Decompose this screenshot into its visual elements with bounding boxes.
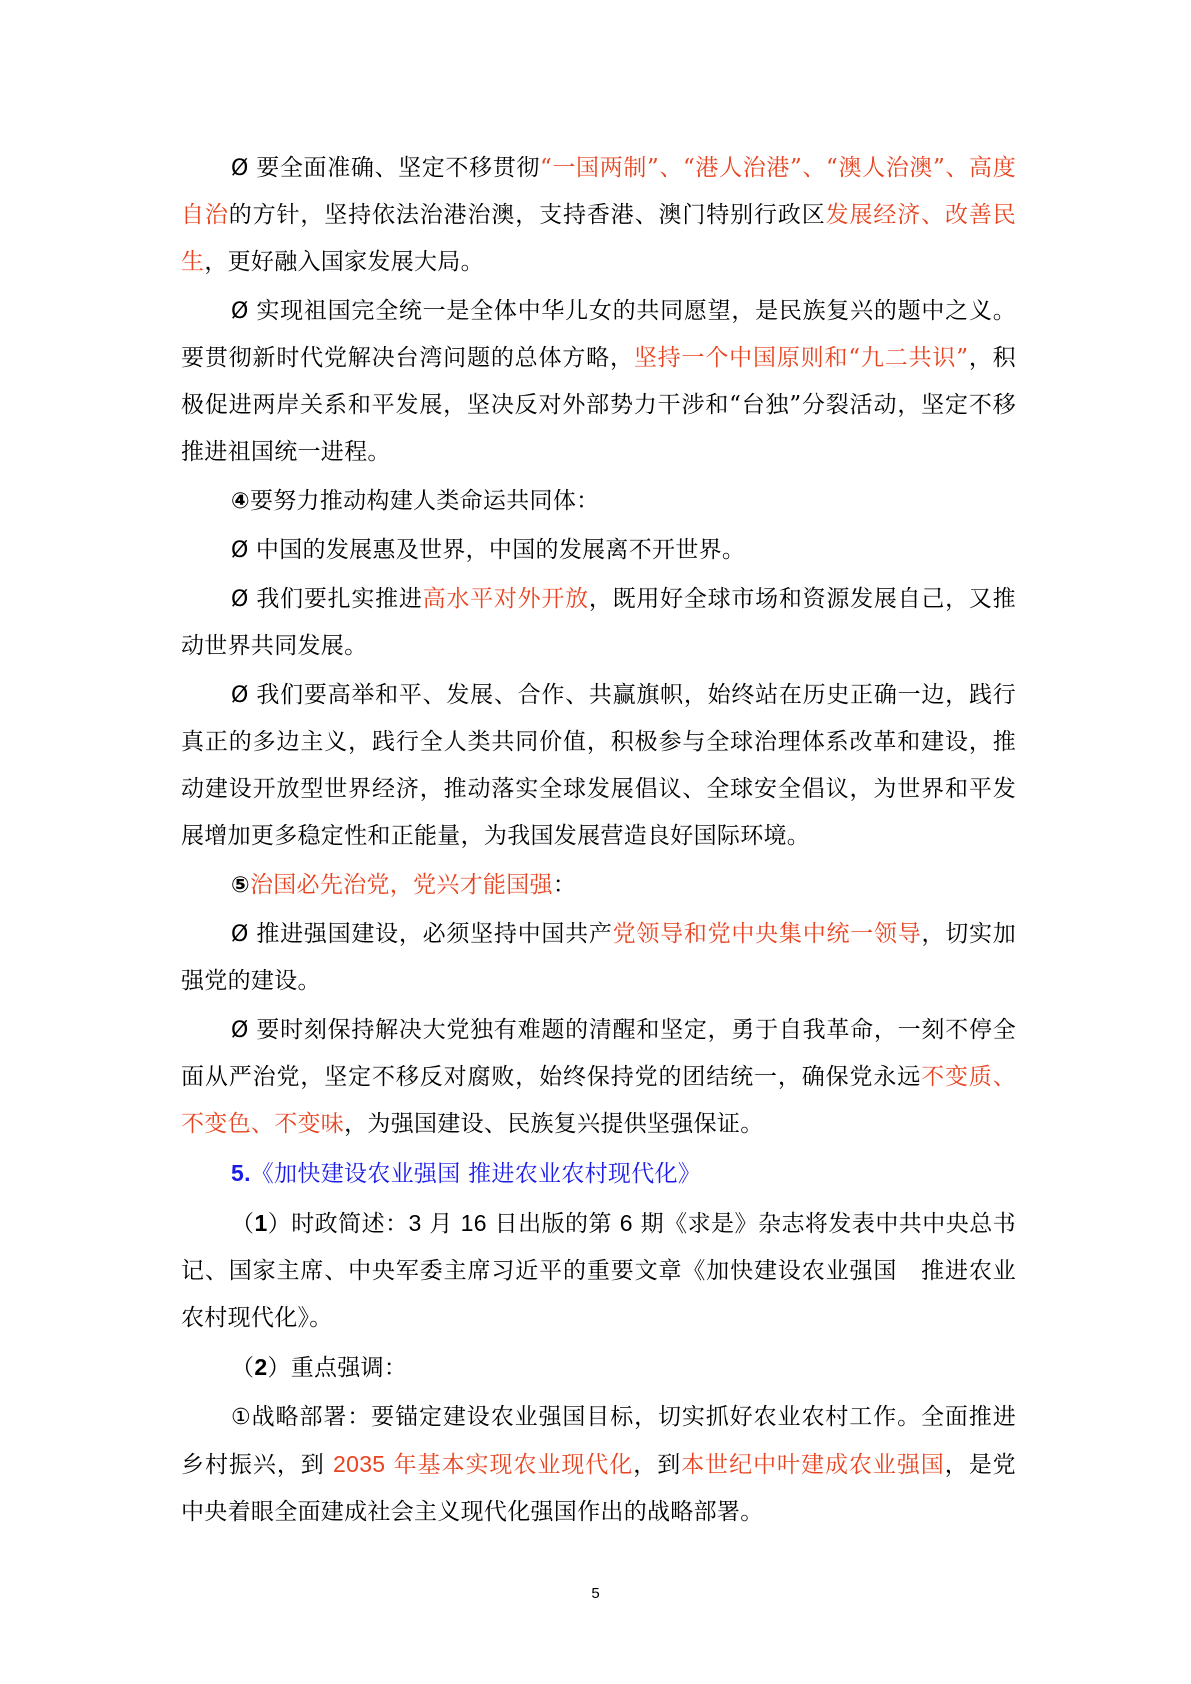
text-span: 期《求是》杂志将发表中共中央总书记、国家主席、中央军委主席习近平的重要文章《加快建设农业强国 推进农业农村现代化》。 xyxy=(181,1211,1016,1331)
text-span: 月 xyxy=(421,1211,461,1237)
bullet-icon: Ø xyxy=(231,538,256,563)
paragraph-reunification xyxy=(181,288,1016,476)
item-number: 2 xyxy=(254,1354,268,1380)
highlight-span: 不变质、不变色、不变味 xyxy=(181,1064,1016,1137)
paragraph-strategic-deployment xyxy=(181,1394,1016,1536)
text-span: 16 xyxy=(460,1210,487,1236)
bullet-icon: Ø xyxy=(231,922,257,947)
highlight-span: 治国必先治党，党兴才能国强 xyxy=(249,872,553,898)
bullet-icon: Ø xyxy=(231,299,257,324)
highlight-span: “一国两制”、“港人治港”、“澳人治澳”、高度自治 xyxy=(181,155,1017,228)
heading-community-shared-future xyxy=(181,478,1016,525)
highlight-span: 本世纪中叶建成农业强国 xyxy=(681,1452,945,1478)
paragraph-party-leadership xyxy=(181,911,1016,1005)
text-span: （ xyxy=(231,1355,255,1381)
text-span: 我们要高举和平、发展、合作、共赢旗帜，始终站在历史正确一边，践行真正的多边主义，践行全人类共同价值，积极参与全球治理体系改革和建设，推动建设开放型世界经济，推动落实全球发展倡议、全球安全倡议，为世界和平发展增加更多稳定性和正能量，为我国发展营造良好国际环境。 xyxy=(181,682,1016,849)
section-number: 5. xyxy=(231,1160,251,1186)
text-span: 战略部署：要锚定建设农业强国目标，切实抓好农业农村工作。全面推进乡村振兴，到 xyxy=(181,1404,1016,1478)
bullet-icon: Ø xyxy=(231,1018,257,1043)
bullet-icon: Ø xyxy=(231,156,257,181)
highlight-span: 2035 xyxy=(333,1451,386,1477)
text-span: 中国的发展惠及世界，中国的发展离不开世界。 xyxy=(255,537,746,563)
text-span: 要全面准确、坚定不移贯彻 xyxy=(256,155,540,181)
paragraph-opening-up xyxy=(181,576,1016,670)
paragraph-multilateralism xyxy=(181,672,1016,860)
text-span: 要努力推动构建人类命运共同体： xyxy=(249,488,600,514)
text-span: 3 xyxy=(408,1210,422,1236)
highlight-span: 党领导和党中央集中统一领导 xyxy=(612,921,922,947)
text-span: ，到 xyxy=(633,1452,682,1478)
text-span: ，切实加强党的建设。 xyxy=(181,921,1017,994)
circled-four-icon: ④ xyxy=(231,489,250,514)
paragraph-hk-macau xyxy=(181,145,1016,286)
text-span: ，积极促进两岸关系和平发展，坚决反对外部势力干涉和“台独”分裂活动，坚定不移推进祖国统一进程。 xyxy=(181,345,1016,465)
paragraph-self-revolution xyxy=(181,1007,1016,1148)
circled-one-icon: ① xyxy=(231,1405,252,1430)
paragraph-development-world xyxy=(181,527,1016,574)
page-number: 5 xyxy=(591,1585,600,1602)
bullet-icon: Ø xyxy=(231,587,257,612)
text-span: ）时政简述： xyxy=(267,1211,409,1237)
text-span: 实现祖国完全统一是全体中华儿女的共同愿望，是民族复兴的题中之义。要贯彻新时代党解决台湾问题的总体方略， xyxy=(181,298,1016,371)
item-number: 1 xyxy=(254,1210,268,1236)
text-span: 推进强国建设，必须坚持中国共产 xyxy=(256,921,613,947)
section-heading-agriculture xyxy=(181,1150,1016,1198)
paragraph-news-summary xyxy=(181,1200,1016,1342)
bullet-icon: Ø xyxy=(231,683,257,708)
heading-party-governance xyxy=(181,862,1016,909)
text-span: 6 xyxy=(619,1210,633,1236)
text-span: 日出版的第 xyxy=(486,1211,620,1237)
text-span: ： xyxy=(552,872,577,898)
text-span: ，既用好全球市场和资源发展自己，又推动世界共同发展。 xyxy=(181,586,1016,659)
text-span: 的方针，坚持依法治港治澳，支持香港、澳门特别行政区 xyxy=(228,202,826,228)
section-title: 《加快建设农业强国 推进农业农村现代化》 xyxy=(250,1161,702,1187)
document-body xyxy=(181,145,1016,1538)
text-span: 要时刻保持解决大党独有难题的清醒和坚定，勇于自我革命，一刻不停全面从严治党，坚定不移反对腐败，始终保持党的团结统一，确保党永远 xyxy=(181,1017,1016,1090)
text-span: ）重点强调： xyxy=(267,1355,408,1381)
highlight-span: 坚持一个中国原则和“九二共识” xyxy=(633,345,969,371)
text-span: ，更好融入国家发展大局。 xyxy=(204,249,484,275)
text-span: ，是党中央着眼全面建成社会主义现代化强国作出的战略部署。 xyxy=(181,1452,1016,1525)
text-span: （ xyxy=(231,1211,255,1237)
highlight-span: 发展经济、改善民生 xyxy=(181,202,1016,275)
paragraph-key-emphasis xyxy=(181,1344,1016,1392)
circled-five-icon: ⑤ xyxy=(231,873,250,898)
highlight-span: 年基本实现农业现代化 xyxy=(385,1452,634,1478)
highlight-span: 高水平对外开放 xyxy=(422,586,589,612)
text-span: ，为强国建设、民族复兴提供坚强保证。 xyxy=(344,1111,764,1137)
text-span: 我们要扎实推进 xyxy=(256,586,423,612)
